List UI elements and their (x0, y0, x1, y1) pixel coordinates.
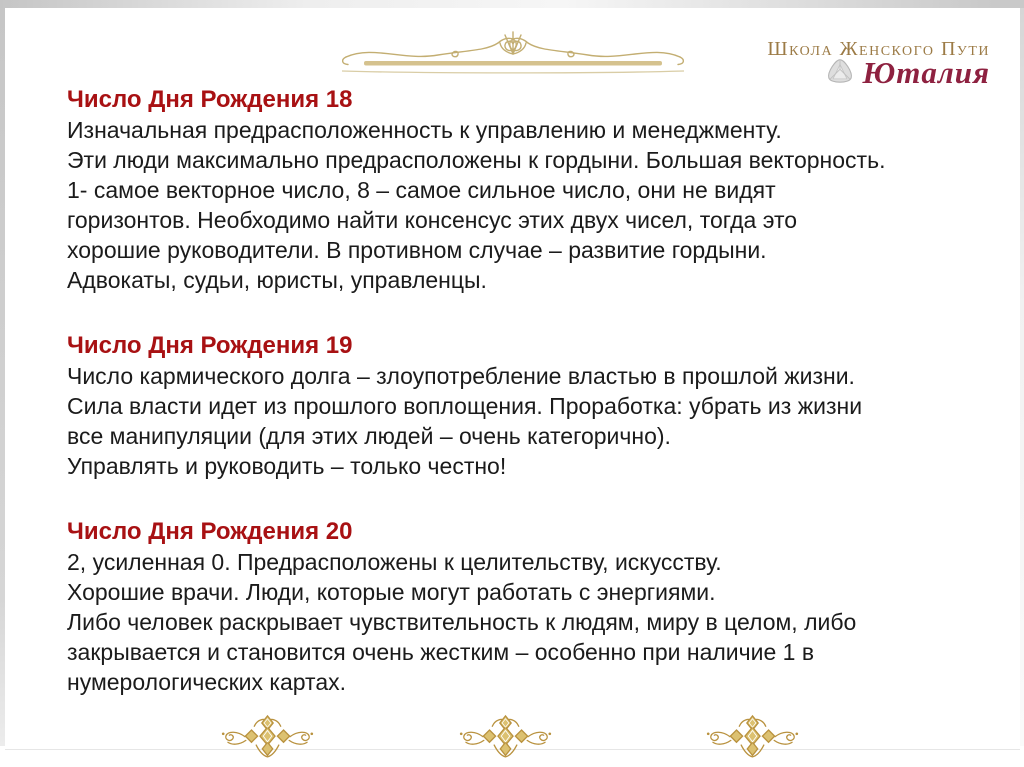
text-line: горизонтов. Необходимо найти консенсус этих двух чисел, тогда это (67, 207, 798, 233)
section-heading: Число Дня Рождения 19 (67, 332, 353, 359)
bottom-flourish-ornament-icon (458, 714, 553, 763)
section-heading: Число Дня Рождения 20 (67, 518, 353, 545)
section-birthday-number-19 (67, 331, 997, 481)
bottom-flourish-ornament-icon (220, 714, 315, 763)
text-line: все манипуляции (для этих людей – очень категорично). (67, 423, 671, 449)
text-line: Хорошие врачи. Люди, которые могут работать с энергиями. (67, 579, 716, 605)
section-birthday-number-20 (67, 517, 997, 697)
slide (5, 8, 1020, 749)
section-heading: Число Дня Рождения 18 (67, 86, 353, 113)
logo-school-name: Школа Женского Пути (767, 38, 990, 60)
text-line: нумерологических картах. (67, 669, 347, 695)
text-line: Сила власти идет из прошлого воплощения. Проработка: убрать из жизни (67, 393, 863, 419)
text-line: Эти люди максимально предрасположены к гордыни. Большая векторность. (67, 147, 886, 173)
text-line: хорошие руководители. В противном случае – развитие гордыни. (67, 237, 767, 263)
section-birthday-number-18 (67, 85, 997, 295)
text-line: Управлять и руководить – только честно! (67, 453, 507, 479)
text-line: 2, усиленная 0. Предрасположены к целительству, искусству. (67, 549, 722, 575)
top-flourish-divider-icon (338, 28, 688, 74)
text-line: закрывается и становится очень жестким – особенно при наличие 1 в (67, 639, 815, 665)
gem-icon (824, 58, 856, 88)
slide-text-content (67, 85, 997, 697)
text-line: Число кармического долга – злоупотребление властью в прошлой жизни. (67, 363, 855, 389)
logo-brand-name: Юталия (862, 55, 990, 90)
bottom-flourish-ornament-icon (705, 714, 800, 763)
viewer-right-edge (1020, 8, 1024, 746)
viewer-top-edge (0, 0, 1024, 8)
text-line: Адвокаты, судьи, юристы, управленцы. (67, 267, 487, 293)
text-line: Изначальная предрасположенность к управлению и менеджменту. (67, 117, 782, 143)
text-line: 1- самое векторное число, 8 – самое сильное число, они не видят (67, 177, 776, 203)
text-line: Либо человек раскрывает чувствительность к людям, миру в целом, либо (67, 609, 857, 635)
